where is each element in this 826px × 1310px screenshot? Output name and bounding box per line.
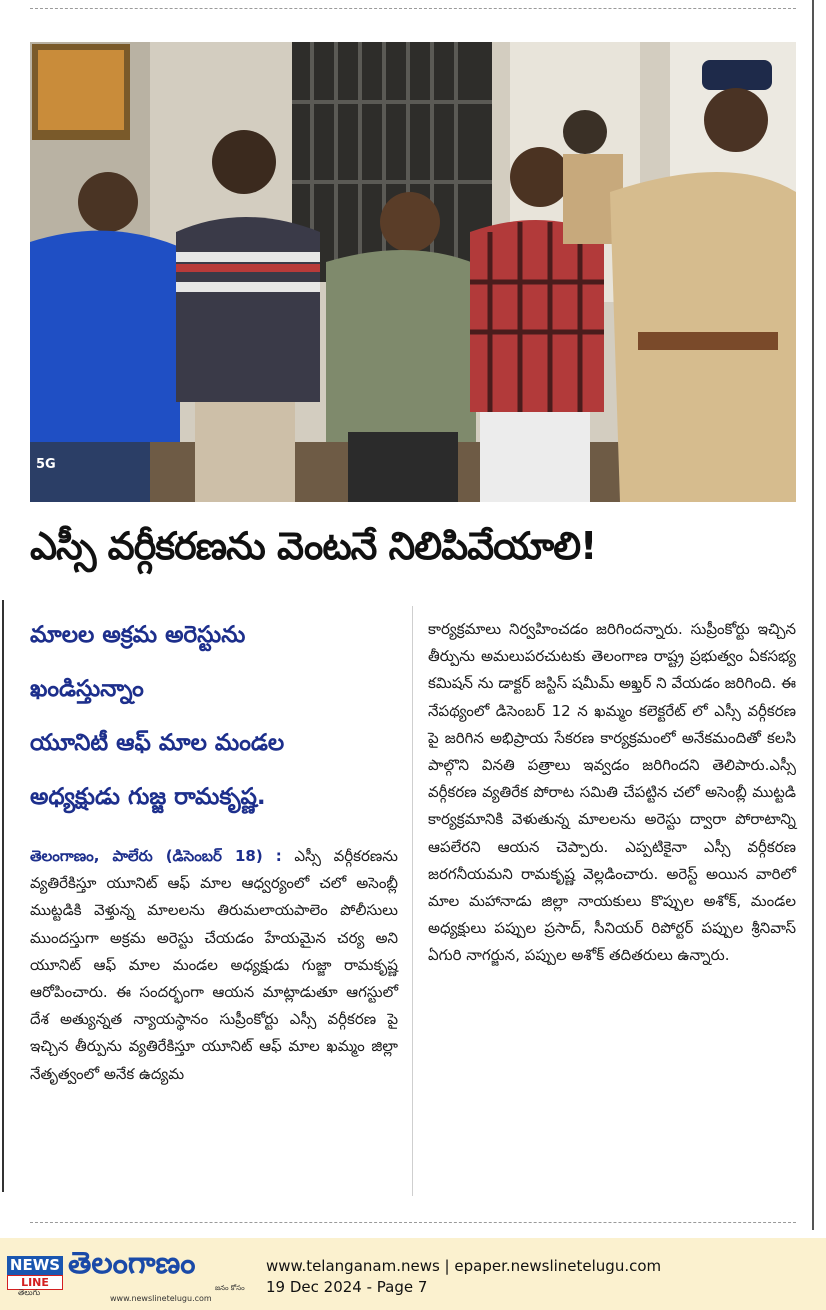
- logo-line-text: LINE: [7, 1275, 63, 1290]
- logo-telugu-label: తెలుగు: [18, 1288, 41, 1297]
- subheadline-line: మాలల అక్రమ అరెస్టును: [30, 622, 246, 648]
- subheadline: [30, 608, 400, 824]
- photo-caption: 5G: [36, 457, 56, 472]
- body-text-right: కార్యక్రమాలు నిర్వహించడం జరిగిందన్నారు. సుప్రీంకోర్టు ఇచ్చిన తీర్పును అమలుపరచుటకు తెలంగాణ రాష్ట్ర ప్రభుత్వం ఏకసభ్య కమిషన్ ను డాక్టర్ జస్టిస్ షమీమ్ అఖ్తర్ ని వేయడం జరిగింది. ఈ నేపథ్యంలో డిసెంబర్ 12 న ఖమ్మం కలెక్టరేట్ లో ఎస్సీ వర్గీకరణ పై జరిగిన అభిప్రాయ సేకరణ కార్యక్రమంలో అనేకమందితో కలసి పాల్గొని వినతి పత్రాలు ఇవ్వడం జరిగిందని తెలిపారు.ఎస్సీ వర్గీకరణ వ్యతిరేక పోరాట సమితి చేపట్టిన చలో అసెంబ్లీ ముట్టడి కార్యక్రమానికి వెళుతున్న మాలలను అరెస్టు ద్వారా పోరాటాన్ని ఆపలేరని ఆయన చెప్పారు. ఎప్పటికైనా ఎస్సీ వర్గీకరణ జరగనీయమని రామకృష్ణ వెల్లడించారు. అరెస్ట్ అయిన వారిలో మాల మహానాడు జిల్లా నాయకులు కొప్పుల అశోక్, మండల అధ్యక్షులు పప్పుల ప్రసాద్, సీనియర్ రిపోర్టర్ పప్పుల శ్రీనివాస్ ఏగురి నాగర్జున, పప్పుల అశోక్ తదితరులు ఉన్నారు.: [428, 620, 796, 965]
- footer-bar: [0, 1238, 826, 1310]
- body-text-left: ఎస్సీ వర్గీకరణను వ్యతిరేకిస్తూ యూనిట్ ఆఫ్ మాల ఆధ్వర్యంలో చలో అసెంబ్లీ ముట్టడికి వెళ్తున్న మాలలను తిరుమలాయపాలెం పోలీసులు ముందస్తుగా అక్రమ అరెస్టు చేయడం హేయమైన చర్య అని యూనిట్ ఆఫ్ మాల మండల అధ్యక్షుడు గుజ్జా రామకృష్ణ ఆరోపించారు. ఈ సందర్భంగా ఆయన మాట్లాడుతూ ఆగస్టులో దేశ అత్యున్నత న్యాయస్థానం సుప్రీంకోర్టు ఎస్సీ వర్గీకరణ పై ఇచ్చిన తీర్పును వ్యతిరేకిస్తూ యూనిట్ ఆఫ్ మాల ఖమ్మం జిల్లా నేతృత్వంలో అనేక ఉద్యమ: [30, 847, 398, 1083]
- article-column-left: [30, 843, 398, 1088]
- logo-site-label: www.newslinetelugu.com: [110, 1294, 212, 1303]
- logo-tagline: జనం కోసం: [215, 1284, 245, 1292]
- news-photo: [30, 42, 796, 502]
- logo-news-text: NEWS: [7, 1256, 63, 1275]
- top-dashed-rule: [30, 8, 796, 9]
- footer-date-page: 19 Dec 2024 - Page 7: [266, 1278, 428, 1296]
- subheadline-line: అధ్యక్షుడు గుజ్జ రామకృష్ణ.: [30, 784, 266, 810]
- dateline: తెలంగాణం, పాలేరు (డిసెంబర్ 18) :: [30, 847, 282, 865]
- telanganam-logo: తెలంగాణం: [68, 1246, 196, 1281]
- newsline-logo: [7, 1256, 63, 1289]
- column-divider: [412, 606, 413, 1196]
- footer-urls: www.telanganam.news | epaper.newslinetelugu.com: [266, 1257, 662, 1275]
- subheadline-line: ఖండిస్తున్నాం: [30, 676, 144, 702]
- article-column-right: [428, 616, 796, 970]
- page-edge-rule: [812, 0, 814, 1230]
- bottom-dashed-rule: [30, 1222, 796, 1223]
- photo-illustration: [30, 42, 796, 502]
- subheadline-line: యూనిటీ ఆఫ్ మాల మండల: [30, 730, 285, 756]
- left-column-rule: [2, 600, 4, 1192]
- headline: ఎస్సీ వర్గీకరణను వెంటనే నిలిపివేయాలి!: [30, 524, 597, 568]
